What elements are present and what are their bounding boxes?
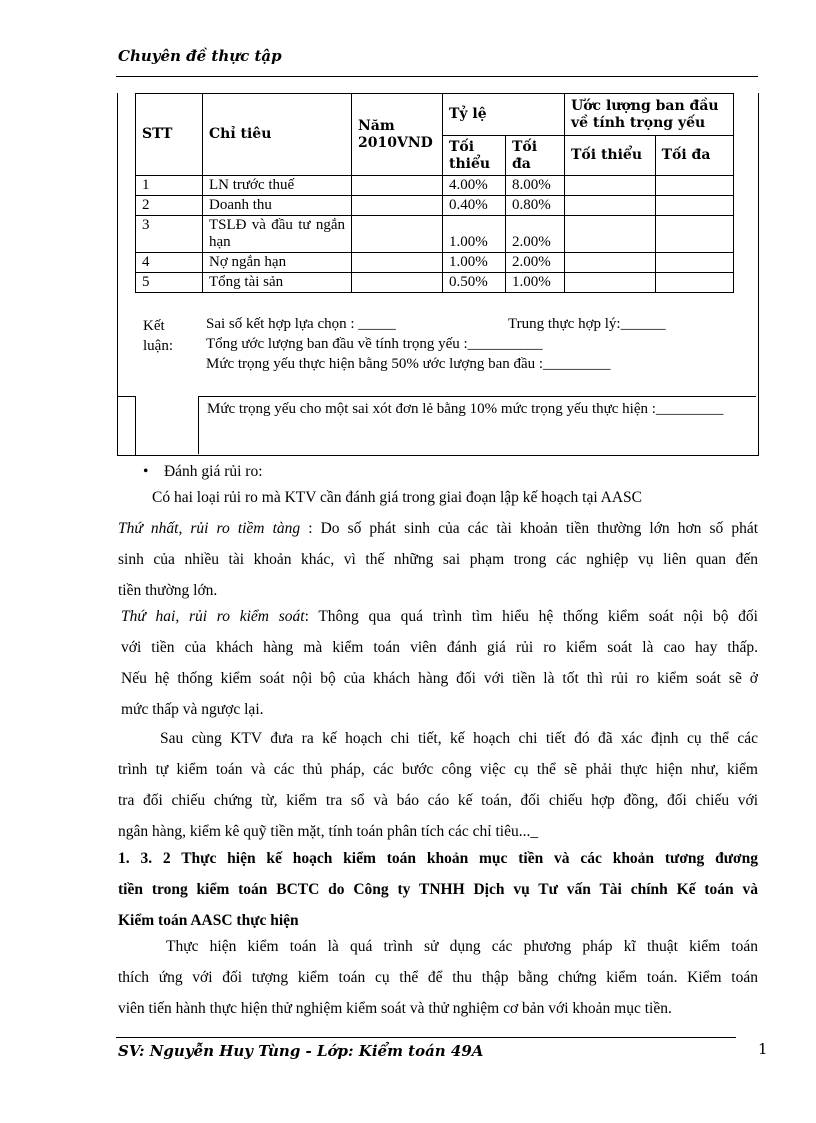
- row-ul-max: [655, 253, 733, 273]
- text-line: Có hai loại rủi ro mà KTV cần đánh giá trong giai đoạn lập kế hoạch tại AASC: [152, 489, 643, 506]
- row-min: 0.50%: [443, 273, 506, 293]
- header-rule: [116, 76, 758, 77]
- header-ty-le: Tỷ lệ: [443, 94, 565, 136]
- text-line: thích ứng với đối tượng kiểm toán cụ thể để thu thập bằng chứng kiểm toán. Kiểm toán: [118, 969, 758, 986]
- heading-line: tiền trong kiểm toán BCTC do Công ty TNHH Dịch vụ Tư vấn Tài chính Kế toán và: [118, 881, 758, 898]
- paragraph-detailed-plan: [118, 723, 758, 847]
- row-chi-tieu: Doanh thu: [203, 196, 352, 216]
- row-ul-min: [565, 176, 656, 196]
- header-ty-le-max: Tối đa: [506, 136, 565, 176]
- bullet-label: Đánh giá rủi ro:: [163, 463, 263, 480]
- conclusion-total-estimate: Tổng ước lượng ban đầu về tính trọng yếu :__________: [206, 336, 543, 352]
- row-ul-max: [655, 176, 733, 196]
- conclusion-label: Kết luận:: [143, 318, 173, 354]
- table-row: [136, 273, 734, 293]
- row-max: 0.80%: [506, 196, 565, 216]
- row-stt: 3: [136, 216, 203, 253]
- heading-line: 1. 3. 2 Thực hiện kế hoạch kiểm toán khoản mục tiền và các khoản tương đương: [118, 850, 758, 867]
- row-min: 4.00%: [443, 176, 506, 196]
- paragraph-execution: [118, 931, 758, 1024]
- materiality-table: [135, 93, 734, 293]
- paragraph-inherent-risk: [118, 513, 758, 606]
- row-nam: [352, 273, 443, 293]
- row-ul-min: [565, 273, 656, 293]
- row-nam: [352, 196, 443, 216]
- text-line: trình tự kiểm toán và các thủ pháp, các bước công việc cụ thể sẽ phải thực hiện như, kiểm: [118, 761, 758, 778]
- header-stt: STT: [136, 94, 203, 176]
- row-nam: [352, 216, 443, 253]
- single-error-materiality: Mức trọng yếu cho một sai xót đơn lẻ bằng 10% mức trọng yếu thực hiện :_________: [198, 396, 756, 454]
- text-line: tiền thường lớn.: [118, 582, 218, 599]
- row-ul-max: [655, 273, 733, 293]
- conclusion-fair-view: Trung thực hợp lý:______: [508, 316, 666, 332]
- row-max: 8.00%: [506, 176, 565, 196]
- text-line-part: : Do số phát sinh của các tài khoản tiền thường lớn hơn số phát: [300, 520, 758, 537]
- header-ul-min: Tối thiểu: [565, 136, 656, 176]
- text-line: Nếu hệ thống kiểm soát nội bộ của khách hàng đối với tiền là tốt thì rủi ro kiểm soát sẽ ở: [121, 670, 758, 687]
- header-uoc-luong: Ước lượng ban đầu về tính trọng yếu: [565, 94, 734, 136]
- text-line-part: : Thông qua quá trình tìm hiểu hệ thống kiểm soát nội bộ đối: [304, 608, 758, 625]
- text-line: với tiền của khách hàng mà kiểm toán viên đánh giá rủi ro kiểm soát là cao hay thấp.: [121, 639, 758, 656]
- inherent-risk-lead: Thứ nhất, rủi ro tiềm tàng: [118, 520, 301, 537]
- empty-box: [117, 396, 136, 455]
- table-row: [136, 253, 734, 273]
- paragraph-intro: [118, 482, 758, 513]
- row-stt: 5: [136, 273, 203, 293]
- text-line: Sau cùng KTV đưa ra kế hoạch chi tiết, kế hoạch chi tiết đó đã xác định cụ thể các: [160, 730, 758, 747]
- text-line: mức thấp và ngược lại.: [121, 701, 264, 718]
- bullet-risk-assessment: [143, 463, 263, 481]
- text-line: Thực hiện kiểm toán là quá trình sử dụng các phương pháp kĩ thuật kiểm toán: [166, 938, 758, 955]
- row-ul-min: [565, 253, 656, 273]
- bullet-dot-icon: •: [143, 463, 149, 480]
- row-nam: [352, 176, 443, 196]
- row-stt: 4: [136, 253, 203, 273]
- section-heading: [118, 843, 758, 936]
- conclusion-combined-error: Sai số kết hợp lựa chọn : _____: [206, 316, 396, 332]
- row-chi-tieu: Nợ ngắn hạn: [203, 253, 352, 273]
- table-row: [136, 216, 734, 253]
- row-max: 1.00%: [506, 273, 565, 293]
- footer-student: SV: Nguyễn Huy Tùng - Lớp: Kiểm toán 49A: [118, 1042, 484, 1060]
- row-ul-max: [655, 196, 733, 216]
- row-chi-tieu: LN trước thuế: [203, 176, 352, 196]
- row-ul-max: [655, 216, 733, 253]
- row-chi-tieu: TSLĐ và đầu tư ngắn hạn: [203, 216, 352, 253]
- footer-rule: [116, 1037, 736, 1038]
- text-line: sinh của nhiều tài khoản khác, vì thế những sai phạm trong các nghiệp vụ liên quan đến: [118, 551, 758, 568]
- conclusion-performance-materiality: Mức trọng yếu thực hiện bằng 50% ước lượng ban đầu :_________: [206, 356, 611, 372]
- row-max: 2.00%: [506, 216, 565, 253]
- row-chi-tieu: Tổng tài sản: [203, 273, 352, 293]
- row-ul-min: [565, 196, 656, 216]
- table-row: [136, 176, 734, 196]
- text-line: [118, 513, 758, 544]
- row-stt: 2: [136, 196, 203, 216]
- heading-line: Kiểm toán AASC thực hiện: [118, 912, 299, 929]
- text-line: tra đối chiếu chứng từ, kiểm tra sổ và báo cáo kế toán, đối chiếu hợp đồng, đối chiếu với: [118, 792, 758, 809]
- header-ul-max: Tối đa: [655, 136, 733, 176]
- header-chi-tieu: Chỉ tiêu: [203, 94, 352, 176]
- row-nam: [352, 253, 443, 273]
- page-header-title: Chuyên đề thực tập: [118, 47, 282, 65]
- header-ty-le-min: Tối thiểu: [443, 136, 506, 176]
- text-line: viên tiến hành thực hiện thử nghiệm kiểm soát và thử nghiệm cơ bản với khoản mục tiền.: [118, 1000, 672, 1017]
- paragraph-control-risk: [121, 601, 758, 725]
- row-ul-min: [565, 216, 656, 253]
- row-max: 2.00%: [506, 253, 565, 273]
- text-line: [121, 601, 758, 632]
- header-nam: Năm 2010VND: [352, 94, 443, 176]
- control-risk-lead: Thứ hai, rủi ro kiểm soát: [121, 608, 305, 625]
- page-number: 1: [758, 1040, 768, 1058]
- row-min: 1.00%: [443, 253, 506, 273]
- table-row: [136, 196, 734, 216]
- row-stt: 1: [136, 176, 203, 196]
- row-min: 0.40%: [443, 196, 506, 216]
- row-min: 1.00%: [443, 216, 506, 253]
- text-line: ngân hàng, kiểm kê quỹ tiền mặt, tính toán phân tích các chỉ tiêu..._: [118, 823, 539, 840]
